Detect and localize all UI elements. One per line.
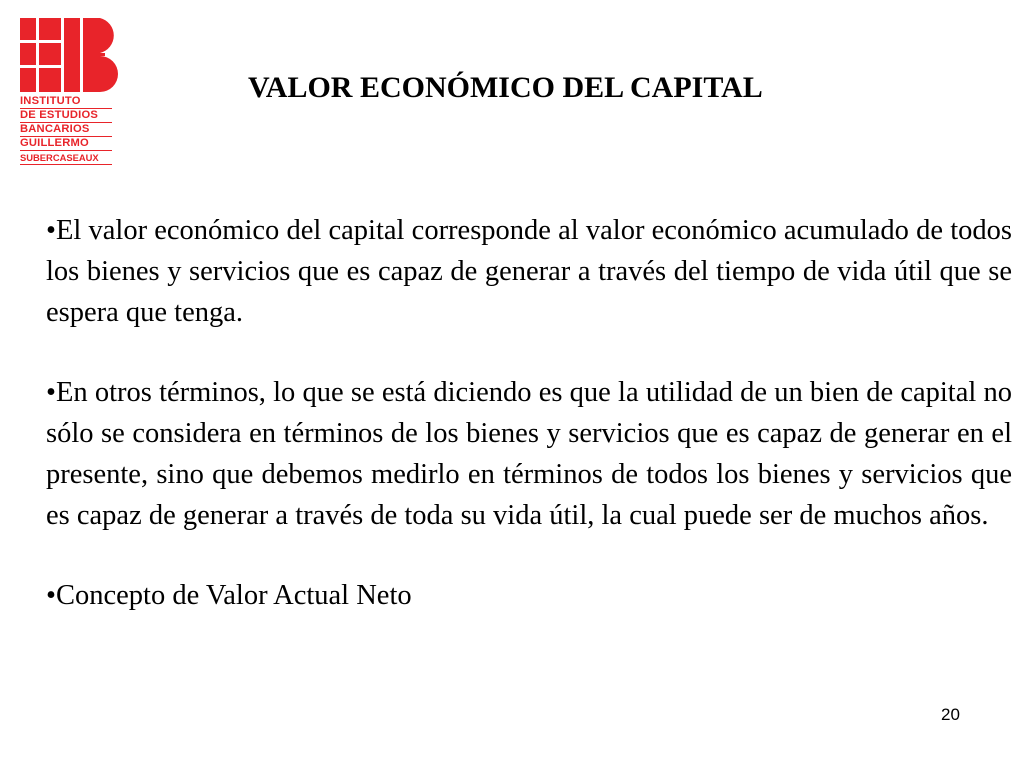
page-number: 20 [941,705,960,724]
bullet-paragraph: •En otros términos, lo que se está diciendo es que la utilidad de un bien de capital no sólo se considera en términos de los bienes y servicios que es capaz de generar en el presente, sino que debemos medirlo en términos de todos los bienes y servicios que es capaz de generar a través de toda su vida útil, la cual puede ser de muchos años. [46,377,1012,531]
logo-mark-icon [20,18,118,92]
bullet-paragraph: •El valor económico del capital corresponde al valor económico acumulado de todos los bienes y servicios que es capaz de generar a través del tiempo de vida útil que se espera que tenga. [46,215,1012,328]
slide-title: VALOR ECONÓMICO DEL CAPITAL [248,71,763,104]
slide-body [46,210,1012,655]
institute-logo [20,18,118,166]
logo-text [20,96,112,165]
bullet-paragraph: •Concepto de Valor Actual Neto [46,580,412,611]
logo-line: DE ESTUDIOS [20,110,112,123]
logo-line: BANCARIOS [20,124,112,137]
logo-line: GUILLERMO [20,138,112,151]
logo-line: INSTITUTO [20,96,112,109]
logo-line: SUBERCASEAUX [20,152,112,165]
